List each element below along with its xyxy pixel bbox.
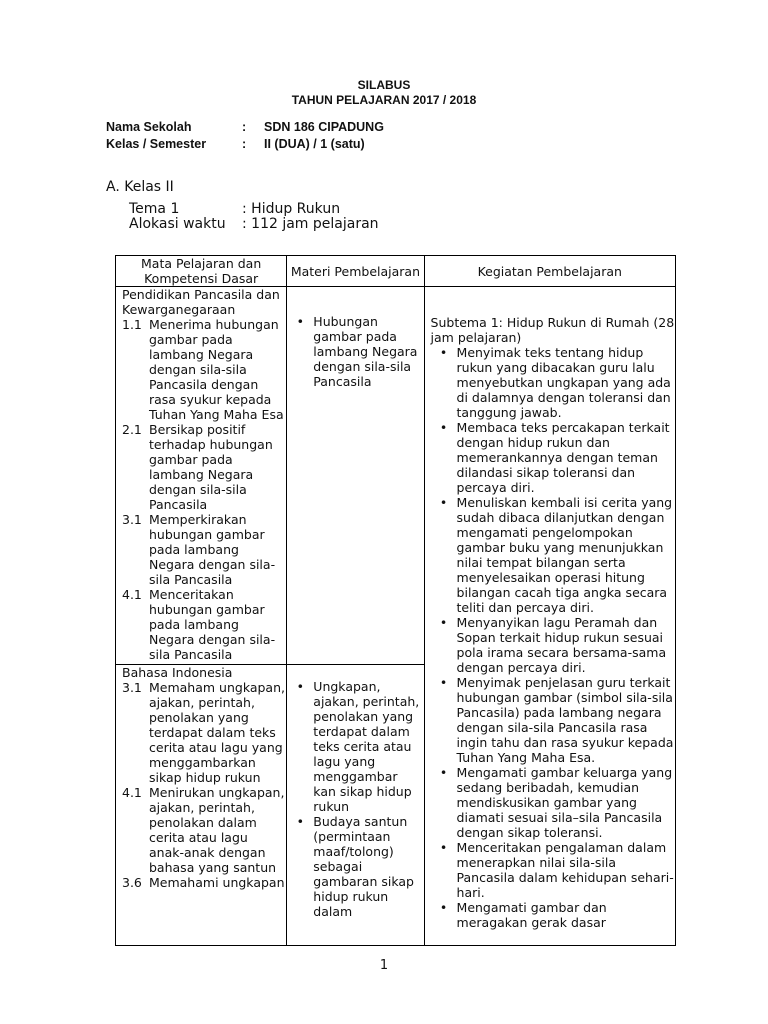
list-item: • Menceritakan pengalaman dalam menerapkan nilai sila-sila Pancasila dalam kehidupan sehari-hari. <box>439 840 674 900</box>
table-row <box>116 287 676 665</box>
section-heading: A. Kelas II <box>106 179 174 195</box>
materi-cell-bindo <box>287 665 424 946</box>
page-number: 1 <box>379 958 389 973</box>
tema-label: Tema 1 <box>129 201 180 217</box>
subject-name: Bahasa Indonesia <box>122 665 233 680</box>
list-item: 3.1 Memperkirakan hubungan gambar pada lambang Negara dengan sila-sila Pancasila <box>122 512 276 587</box>
subject-name: Pendidikan Pancasila dan Kewarganegaraan <box>122 287 280 317</box>
document-title: SILABUS <box>357 78 411 92</box>
list-item: 4.1 Menirukan ungkapan, ajakan, perintah, penolakan dalam cerita atau lagu anak-anak dengan bahasa yang santun <box>122 785 285 875</box>
list-item: • Menuliskan kembali isi cerita yang sudah dibaca dilanjutkan dengan mengamati pengelompokan gambar buku yang menunjukkan nilai tempat bilangan serta menyelesaikan operasi hitung bilangan cacah tiga angka secara teliti dan percaya diri. <box>439 495 673 615</box>
kegiatan-list <box>431 345 675 930</box>
kd-list <box>122 680 286 890</box>
info-value: II (DUA) / 1 (satu) <box>264 137 365 151</box>
list-item: 1.1 Menerima hubungan gambar pada lambang Negara dengan sila-sila Pancasila dengan rasa syukur kepada Tuhan Yang Maha Esa <box>122 317 284 422</box>
materi-list <box>287 679 423 919</box>
header-kompetensi: Mata Pelajaran dan Kompetensi Dasar <box>116 256 287 287</box>
list-item: • Budaya santun (permintaan maaf/tolong) sebagai gambaran sikap hidup rukun dalam <box>296 814 414 919</box>
tema-value: : Hidup Rukun <box>242 201 341 217</box>
syllabus-table <box>115 255 676 946</box>
info-label: Nama Sekolah <box>106 120 192 134</box>
kd-cell-bindo <box>116 665 287 946</box>
list-item: 3.1 Memaham ungkapan, ajakan, perintah, penolakan yang terdapat dalam teks cerita atau lagu yang menggambarkan sikap hidup rukun <box>122 680 285 785</box>
list-item: • Mengamati gambar dan meragakan gerak dasar <box>439 900 607 930</box>
kd-cell-ppkn <box>116 287 287 665</box>
list-item: • Ungkapan, ajakan, perintah, penolakan yang terdapat dalam teks cerita atau lagu yang menggambar kan sikap hidup rukun <box>296 679 420 814</box>
list-item: 2.1 Bersikap positif terhadap hubungan gambar pada lambang Negara dengan sila-sila Pancasila <box>122 422 273 512</box>
info-separator: : <box>242 120 247 134</box>
header-materi: Materi Pembelajaran <box>287 256 424 287</box>
alokasi-label: Alokasi waktu <box>129 216 226 232</box>
table-header-row <box>116 256 676 287</box>
list-item: • Mengamati gambar keluarga yang sedang beribadah, kemudian mendiskusikan gambar yang diamati sesuai sila–sila Pancasila dengan sikap toleransi. <box>439 765 673 840</box>
list-item: • Menyanyikan lagu Peramah dan Sopan terkait hidup rukun sesuai pola irama secara bersama-sama dengan percaya diri. <box>439 615 667 675</box>
list-item: • Menyimak teks tentang hidup rukun yang dibacakan guru lalu menyebutkan ungkapan yang ada di dalamnya dengan toleransi dan tanggung jawab. <box>439 345 671 420</box>
subtema-title: Subtema 1: Hidup Rukun di Rumah (28 jam pelajaran) <box>430 315 675 345</box>
list-item: • Menyimak penjelasan guru terkait hubungan gambar (simbol sila-sila Pancasila) pada lambang negara dengan sila-sila Pancasila rasa ingin tahu dan rasa syukur kepada Tuhan Yang Maha Esa. <box>439 675 674 765</box>
header-kegiatan: Kegiatan Pembelajaran <box>424 256 675 287</box>
kegiatan-cell <box>424 287 675 946</box>
info-separator: : <box>242 137 247 151</box>
kd-list <box>122 317 286 662</box>
info-value: SDN 186 CIPADUNG <box>264 120 384 134</box>
list-item: 4.1 Menceritakan hubungan gambar pada lambang Negara dengan sila-sila Pancasila <box>122 587 276 662</box>
list-item: • Membaca teks percakapan terkait dengan hidup rukun dan memerankannya dengan teman dilandasi sikap toleransi dan percaya diri. <box>439 420 670 495</box>
materi-list <box>287 314 423 389</box>
materi-cell-ppkn <box>287 287 424 665</box>
info-label: Kelas / Semester <box>106 137 207 151</box>
list-item: 3.6 Memahami ungkapan <box>122 875 285 890</box>
alokasi-value: : 112 jam pelajaran <box>242 216 379 232</box>
document-year: TAHUN PELAJARAN 2017 / 2018 <box>291 93 477 107</box>
list-item: • Hubungan gambar pada lambang Negara dengan sila-sila Pancasila <box>296 314 418 389</box>
